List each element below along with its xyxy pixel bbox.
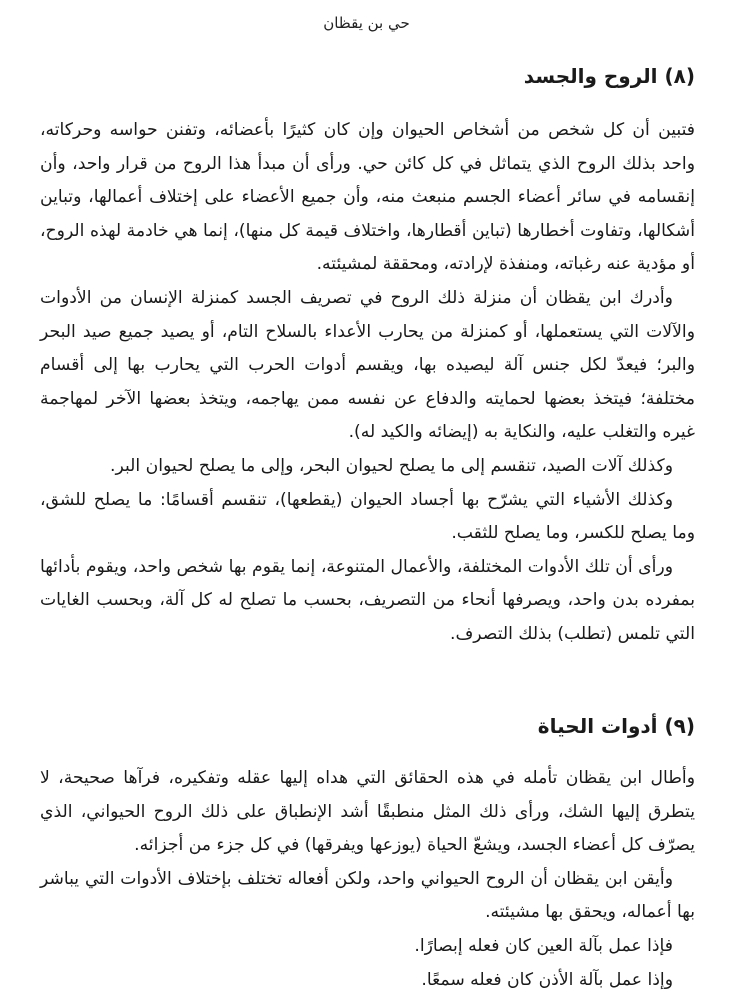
paragraph: وكذلك آلات الصيد، تنقسم إلى ما يصلح لحيوان البحر، وإلى ما يصلح لحيوان البر. xyxy=(110,455,673,476)
paragraph: وأطال ابن يقظان تأمله في هذه الحقائق التي هداه إليها عقله وتفكيره، فرآها صحيحة، لا يتطرق إليها الشك، ورأى ذلك المثل منطبقًا أشد الإنطباق على ذلك الروح الحيواني، الذي يصرّف كل أعضاء الجسد، ويشعّ الحياة (يوزعها ويفرقها) في كل جزء من أجزائه. xyxy=(40,768,695,856)
paragraph: وإذا عمل بآلة الأذن كان فعله سمعًا. xyxy=(421,969,673,990)
paragraph: فإذا عمل بآلة العين كان فعله إبصارًا. xyxy=(414,935,673,956)
paragraph: ورأى أن تلك الأدوات المختلفة، والأعمال المتنوعة، إنما يقوم بها شخص واحد، ويقوم بأدائها بمفرده بدن واحد، ويصرفها أنحاء من التصريف، بحسب ما تصلح له كل آلة، وبحسب الغايات التي تلمس (تطلب) بذلك التصرف. xyxy=(40,556,695,644)
paragraph: وأيقن ابن يقظان أن الروح الحيواني واحد، ولكن أفعاله تختلف بإختلاف الأدوات التي يباشر بها أعماله، ويحقق بها مشيئته. xyxy=(40,868,695,923)
paragraph: فتبين أن كل شخص من أشخاص الحيوان وإن كان كثيرًا بأعضائه، وتفنن حواسه وحركاته، واحد بذلك الروح الذي يتماثل في كل كائن حي. ورأى أن مبدأ هذا الروح من قرار واحد، وأن إنقسامه في سائر أعضاء الجسم منبعث منه، وأن جميع الأعضاء على إختلاف أعمالها، وتباين أشكالها، وتفاوت أخطارها (تباين أقطارها، واختلاف قيمة كل منها)، إنما هي خادمة لهذه الروح، أو مؤدية عنه رغباته، ومنفذة لإرادته، ومحققة لمشيئته. xyxy=(40,120,695,275)
section-heading-spirit-and-body: (٨) الروح والجسد xyxy=(523,64,695,88)
section-heading-tools-of-life: (٩) أدوات الحياة xyxy=(537,714,695,738)
section-body-spirit-and-body xyxy=(40,114,695,652)
section-body-tools-of-life xyxy=(40,762,695,997)
running-header: حي بن يقظان xyxy=(323,14,410,32)
paragraph: وأدرك ابن يقظان أن منزلة ذلك الروح في تصريف الجسد كمنزلة الإنسان من الأدوات والآلات التي يستعملها، أو كمنزلة من يحارب الأعداء بالسلاح التام، أو يصيد جميع صيد البحر والبر؛ فيعدّ لكل جنس آلة ليصيده بها، ويقسم أدوات الحرب التي يحارب بها إلى أقسام مختلفة؛ فيتخذ بعضها لحمايته والدفاع عن نفسه ممن يهاجمه، ويتخذ بعضها الآخر لمهاجمة غيره والتغلب عليه، والنكاية به (إيضائه والكيد له). xyxy=(40,287,695,443)
paragraph: وكذلك الأشياء التي يشرّح بها أجساد الحيوان (يقطعها)، تنقسم أقسامًا: ما يصلح للشق، وما يصلح للكسر، وما يصلح للثقب. xyxy=(40,489,695,544)
